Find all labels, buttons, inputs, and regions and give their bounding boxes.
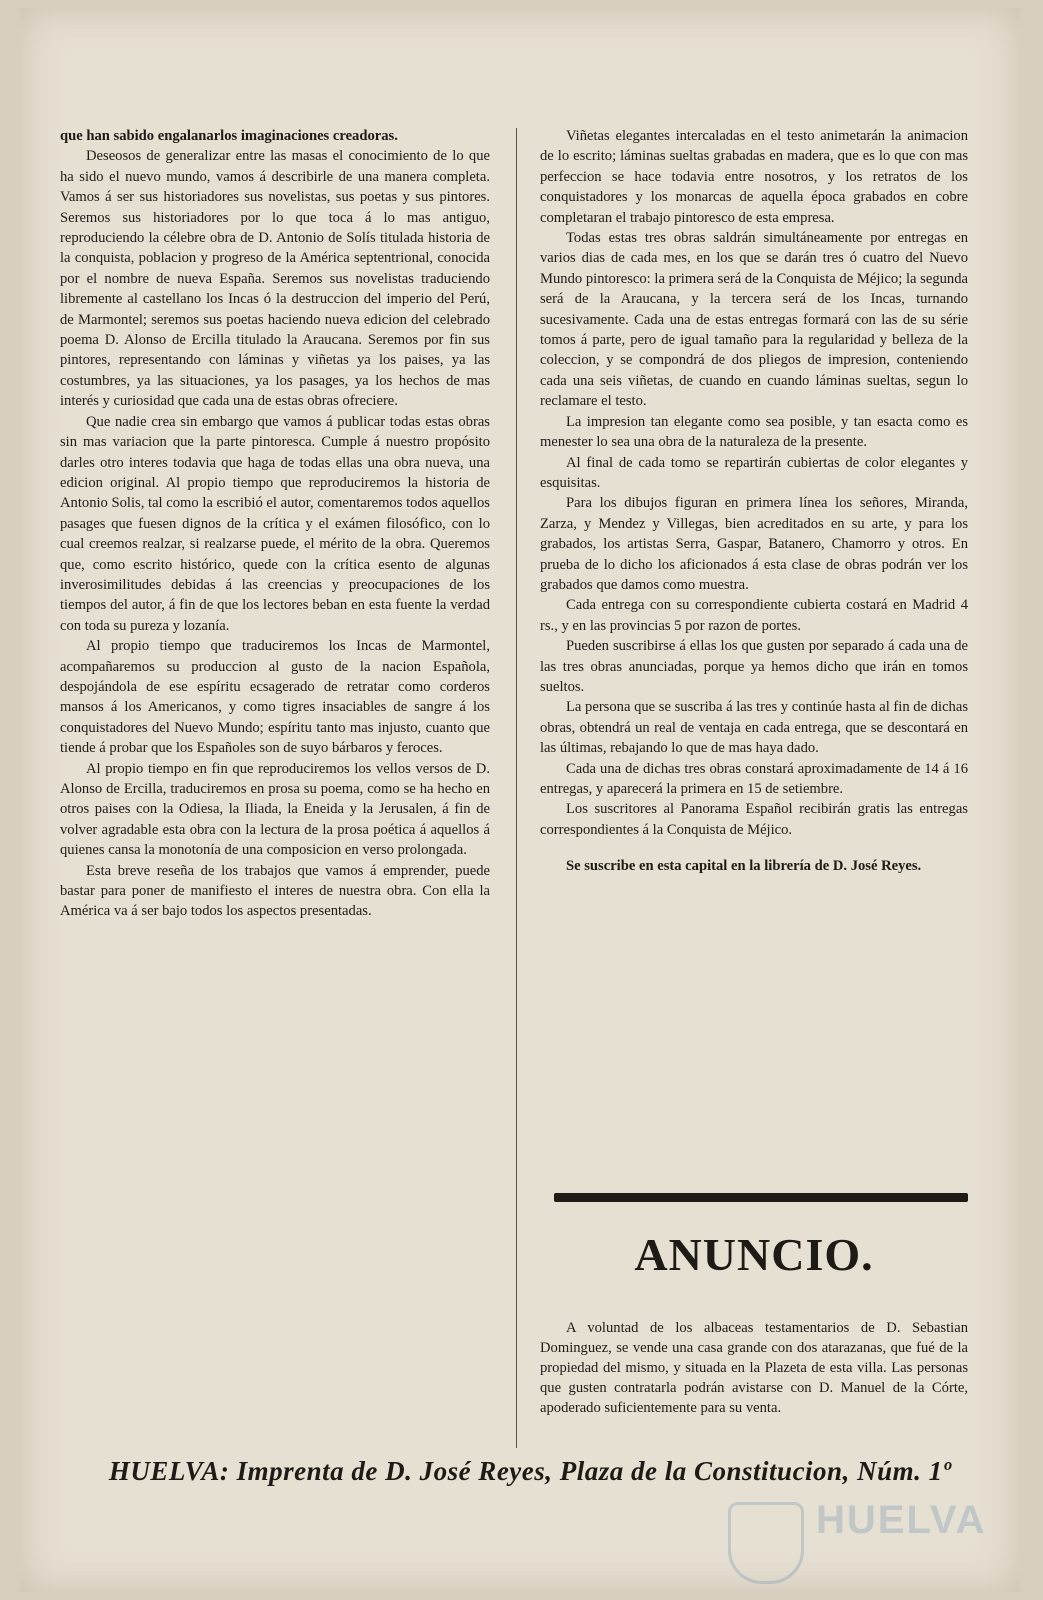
- right-paragraph-2: Todas estas tres obras saldrán simultáneamente por entregas en varios dias de cada mes, en los que se darán tres ó cuatro del Nuevo Mundo pintoresco: la primera será de la Conquista de Méjico; la segunda será de la Araucana, y la tercera será de los Incas, turnando sucesivamente. Cada una de estas entregas formará con las de su série tomos á parte, pero de igual tamaño para la regularidad y belleza de la coleccion, y se compondrá de dos pliegos de impresion, conteniendo cada una seis viñetas, de cuando en cuando láminas sueltas, segun lo reclamare el testo.: [540, 230, 968, 410]
- left-paragraph-2: Deseosos de generalizar entre las masas el conocimiento de lo que ha sido el nuevo mundo, vamos á describirle de una manera completa. Vamos á ser sus historiadores sus novelistas, sus poetas y sus pintores. Seremos sus historiadores por lo que toca á lo mas antiguo, reproduciendo la célebre obra de D. Antonio de Solís titulada historia de la conquista, poblacion y progreso de la América septentrional, conocida por el nombre de nueva España. Seremos sus novelistas traduciendo libremente al castellano los Incas ó la destruccion del imperio del Perú, de Marmontel; seremos sus poetas haciendo nueva edicion del celebrado poema D. Alonso de Ercilla titulado la Araucana. Seremos por fin sus pintores, representando con láminas y viñetas ya los paises, ya las costumbres, ya las situaciones, ya los pasages, ya los hechos de mas interés y curiosidad que cada una de estas obras ofreciere.: [60, 148, 490, 410]
- left-column: [60, 126, 490, 922]
- left-paragraph-1: que han sabido engalanarlos imaginaciones creadoras.: [60, 128, 398, 144]
- left-paragraph-6: Esta breve reseña de los trabajos que vamos á emprender, puede bastar para poner de manifiesto el interes de nuestra obra. Con ella la América va á ser bajo todos los aspectos presentadas.: [60, 862, 490, 920]
- left-paragraph-5: Al propio tiempo en fin que reproduciremos los vellos versos de D. Alonso de Ercilla, traduciremos en prosa su poema, como se ha hecho en otros paises con la Odiesa, la Iliada, la Eneida y la Jerusalen, á fin de volver agradable esta obra con la lectura de la prosa poética á aquellos á quienes cansa la monotonía de una composicion en verso prolongada.: [60, 760, 490, 859]
- anuncio-heading: ANUNCIO.: [634, 1229, 874, 1280]
- shield-icon: [728, 1502, 804, 1584]
- right-paragraph-9: Cada una de dichas tres obras constará aproximadamente de 14 á 16 entregas, y aparecerá la primera en 15 de setiembre.: [540, 760, 968, 797]
- right-paragraph-1: Viñetas elegantes intercaladas en el testo animetarán la animacion de lo escrito; láminas sueltas grabadas en madera, que es lo que con mas perfeccion se hace todavia entre nosotros, y los retratos de los conquistadores y los monarcas de aquella época grabados en cobre completaran el trabajo pintoresco de esta empresa.: [540, 128, 968, 226]
- right-paragraph-7: Pueden suscribirse á ellas los que gusten por separado á cada una de las tres obras anunciadas, porque ya hemos dicho que irán en tomos sueltos.: [540, 638, 968, 695]
- left-paragraph-4: Al propio tiempo que traduciremos los Incas de Marmontel, acompañaremos su produccion al gusto de la nacion Española, despojándola de ese espíritu ecsagerado de retratar como corderos mansos á los Americanos, y como tigres insaciables de sangre á los conquistadores del Nuevo Mundo; espíritu tanto mas injusto, cuanto que tiende á probar que los Españoles son de suyo bárbaros y feroces.: [60, 638, 490, 757]
- watermark-text: HUELVA: [816, 1498, 987, 1542]
- anuncio-text: A voluntad de los albaceas testamentarios de D. Sebastian Dominguez, se vende una casa grande con dos atarazanas, que fué de la propiedad del mismo, y situada en la Plazeta de esta villa. Las personas que gusten contratarla podrán avistarse con D. Manuel de la Córte, apoderado suficientemente para su venta.: [540, 1320, 968, 1416]
- right-paragraph-6: Cada entrega con su correspondiente cubierta costará en Madrid 4 rs., y en las provincias 5 por razon de portes.: [540, 597, 968, 634]
- right-paragraph-10: Los suscritores al Panorama Español recibirán gratis las entregas correspondientes á la Conquista de Méjico.: [540, 801, 968, 838]
- archive-watermark: [728, 1498, 987, 1584]
- right-paragraph-3: La impresion tan elegante como sea posible, y tan esacta como es menester lo sea una obra de la naturaleza de la presente.: [540, 413, 968, 451]
- column-divider: [516, 128, 517, 1448]
- right-paragraph-4: Al final de cada tomo se repartirán cubiertas de color elegantes y esquisitas.: [540, 454, 968, 491]
- anuncio-body: [540, 1318, 968, 1418]
- right-paragraph-5: Para los dibujos figuran en primera línea los señores, Miranda, Zarza, y Mendez y Villegas, bien acreditados en su arte, y para los grabados, los artistas Serra, Gaspar, Batanero, Chamorro y otros. En prueba de lo dicho los aficionados á esta clase de obras podrán ver los grabados que damos como muestra.: [540, 495, 968, 593]
- right-column: [540, 126, 968, 877]
- printer-imprint: HUELVA: Imprenta de D. José Reyes, Plaza de la Constitucion, Núm. 1º: [108, 1456, 952, 1486]
- section-rule: [554, 1193, 968, 1202]
- right-paragraph-8: La persona que se suscriba á las tres y continúe hasta al fin de dichas obras, obtendrá un real de ventaja en cada entrega, que se descontará en las últimas, rebajando lo que de mas haya dado.: [540, 699, 968, 757]
- subscription-notice: Se suscribe en esta capital en la librería de D. José Reyes.: [566, 858, 922, 875]
- left-paragraph-3: Que nadie crea sin embargo que vamos á publicar todas estas obras sin mas variacion que la parte pintoresca. Cumple á nuestro propósito darles otro interes todavia que haga de todas ellas una obra nueva, una edicion original. Al propio tiempo que reproduciremos la historia de Antonio Solis, tal como la escribió el autor, comentaremos todos aquellos pasages que fuesen dignos de la crítica y el exámen filosófico, con lo cual creemos realzar, si realzarse puede, el mérito de la obra. Queremos que, como escrito histórico, quede con la crítica esento de algunas inverosimilitudes debidas á las creencias y preocupaciones de los tiempos del autor, á fin de que los lectores beban en esta fuente la verdad con toda su pureza y lozanía.: [60, 413, 490, 634]
